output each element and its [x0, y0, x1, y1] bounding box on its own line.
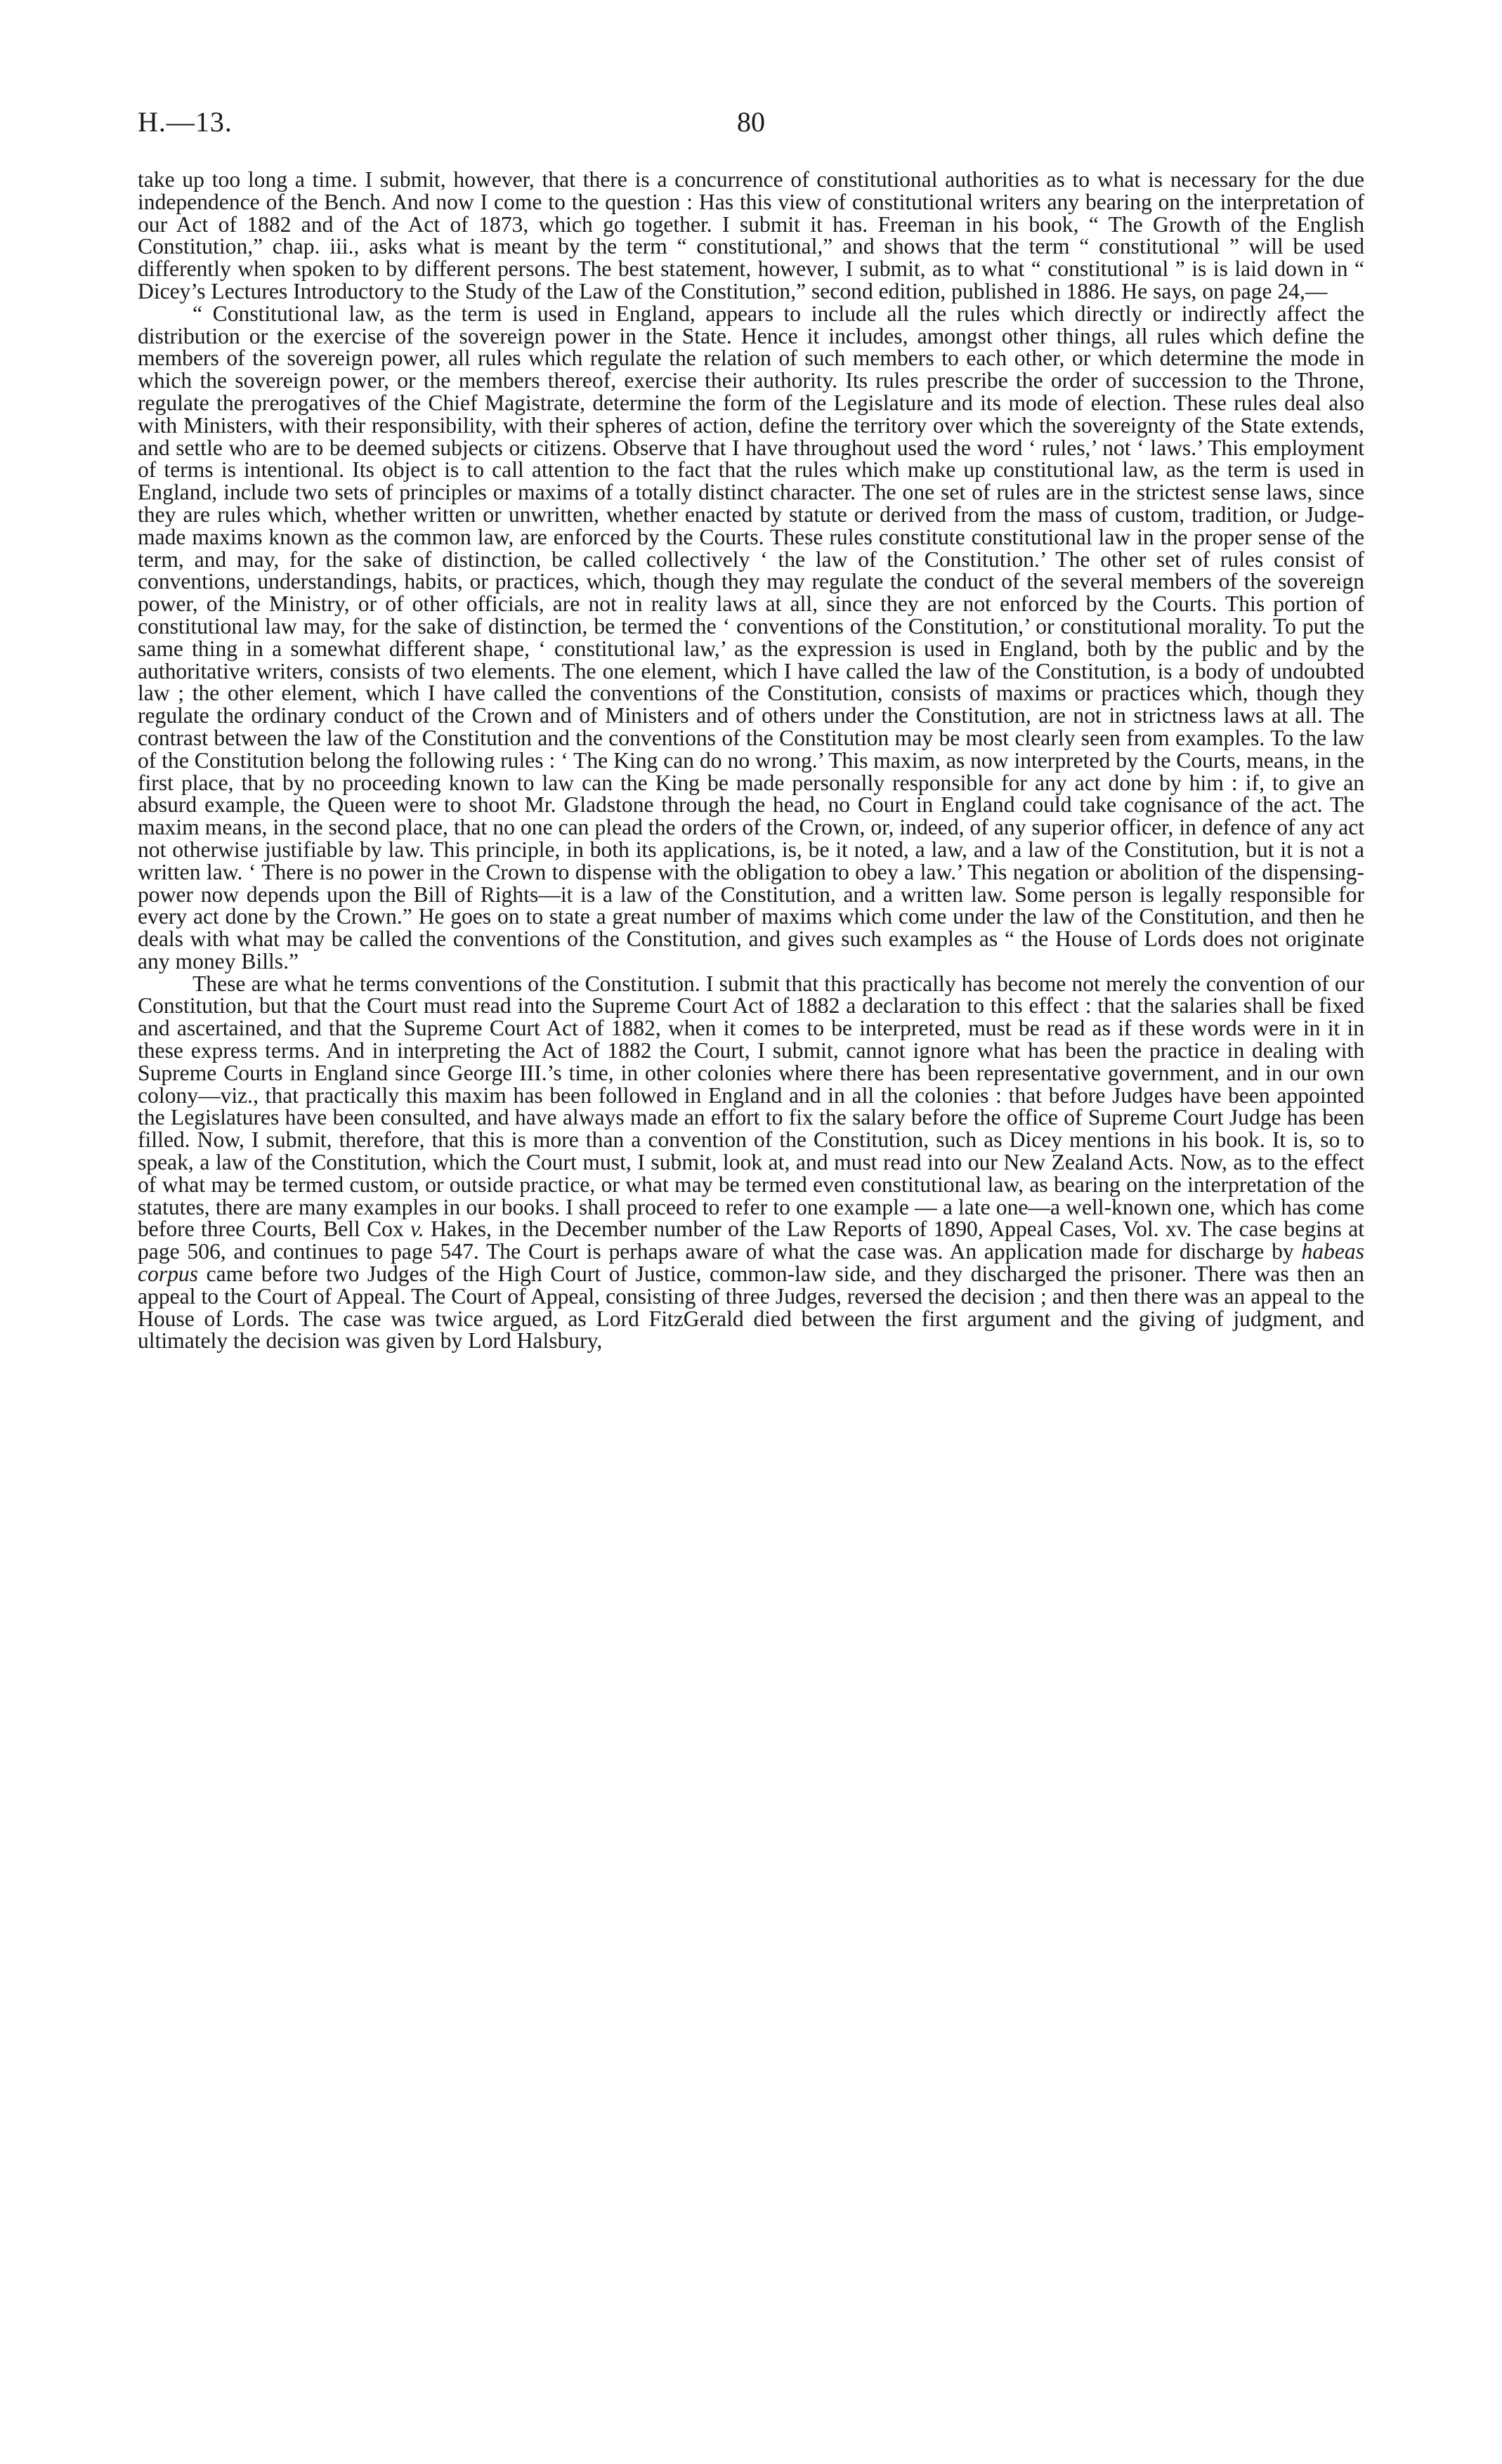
page-header — [138, 105, 1364, 148]
paragraph-dicey-quotation: “ Constitutional law, as the term is used in England, appears to include all the rules which directly or indirectly affect the distribution or the exercise of the sovereign power in the State. Hence it includes, amongst other things, all rules which define the members of the sovereign power, all rules which regulate the relation of such members to each other, or which determine the mode in which the sovereign power, or the members thereof, exercise their authority. Its rules prescribe the order of succession to the Throne, regulate the prerogatives of the Chief Magistrate, determine the form of the Legislature and its mode of election. These rules deal also with Ministers, with their responsibility, with their spheres of action, define the territory over which the sovereignty of the State extends, and settle who are to be deemed subjects or citizens. Observe that I have throughout used the word ‘ rules,’ not ‘ laws.’ This employment of terms is intentional. Its object is to call attention to the fact that the rules which make up constitutional law, as the term is used in England, include two sets of principles or maxims of a totally distinct character. The one set of rules are in the strictest sense laws, since they are rules which, whether written or unwritten, whether enacted by statute or derived from the mass of custom, tradition, or Judge-made maxims known as the common law, are enforced by the Courts. These rules constitute constitutional law in the proper sense of the term, and may, for the sake of distinction, be called collectively ‘ the law of the Constitution.’ The other set of rules consist of conventions, understandings, habits, or practices, which, though they may regulate the conduct of the several members of the sovereign power, of the Ministry, or of other officials, are not in reality laws at all, since they are not enforced by the Courts. This portion of constitutional law may, for the sake of distinction, be termed the ‘ conventions of the Constitution,’ or constitutional morality. To put the same thing in a somewhat different shape, ‘ constitutional law,’ as the expression is used in England, both by the public and by the authoritative writers, consists of two elements. The one element, which I have called the law of the Constitution, is a body of undoubted law ; the other element, which I have called the conventions of the Constitution, consists of maxims or practices which, though they regulate the ordinary conduct of the Crown and of Ministers and of others under the Constitution, are not in strictness laws at all. The contrast between the law of the Constitution and the conventions of the Constitution may be most clearly seen from examples. To the law of the Constitution belong the following rules : ‘ The King can do no wrong.’ This maxim, as now interpreted by the Courts, means, in the first place, that by no proceeding known to law can the King be made personally responsible for any act done by him : if, to give an absurd example, the Queen were to shoot Mr. Gladstone through the head, no Court in England could take cognisance of the act. The maxim means, in the second place, that no one can plead the orders of the Crown, or, indeed, of any superior officer, in defence of any act not otherwise justifiable by law. This principle, in both its applications, is, be it noted, a law, and a law of the Constitution, but it is not a written law. ‘ There is no power in the Crown to dispense with the obligation to obey a law.’ This negation or abolition of the dispensing-power now depends upon the Bill of Rights—it is a law of the Constitution, and a written law. Some person is legally responsible for every act done by the Crown.” He goes on to state a great number of maxims which come under the law of the Constitution, and then he deals with what may be called the conventions of the Constitution, and gives such examples as “ the House of Lords does not originate any money Bills.” — [138, 301, 1364, 974]
italic-versus: v. — [410, 1217, 424, 1242]
page-number: 80 — [737, 106, 765, 138]
document-reference: H.—13. — [138, 106, 233, 138]
body-text — [138, 169, 1364, 1352]
paragraph-opening: take up too long a time. I submit, however, that there is a concurrence of constitutional authorities as to what is necessary for the due independence of the Bench. And now I come to the question : Has this view of constitutional writers any bearing on the interpretation of our Act of 1882 and of the Act of 1873, which go together. I submit it has. Freeman in his book, “ The Growth of the English Constitution,” chap. iii., asks what is meant by the term “ constitutional,” and shows that the term “ constitutional ” will be used differently when spoken to by different persons. The best statement, however, I submit, as to what “ constitutional ” is is laid down in “ Dicey’s Lectures Introductory to the Study of the Law of the Constitution,” second edition, published in 1886. He says, on page 24,— — [138, 167, 1364, 303]
italic-habeas-corpus: habeas corpus — [138, 1239, 1364, 1287]
paragraph-argument-part-1: These are what he terms conventions of the Constitution. I submit that this practically has become not merely the convention of our Constitution, but that the Court must read into the Supreme Court Act of 1882 a declaration to this effect : that the salaries shall be fixed and ascertained, and that the Supreme Court Act of 1882, when it comes to be interpreted, must be read as if these words were in it in these express terms. And in interpreting the Act of 1882 the Court, I submit, cannot ignore what has been the practice in dealing with Supreme Courts in England since George III.’s time, in other colonies where there has been representative government, and in our own colony—viz., that practically this maxim has been followed in England and in all the colonies : that before Judges have been appointed the Legislatures have been consulted, and have always made an effort to fix the salary before the office of Supreme Court Judge has been filled. Now, I submit, therefore, that this is more than a convention of the Constitution, such as Dicey mentions in his book. It is, so to speak, a law of the Constitution, which the Court must, I submit, look at, and must read into our New Zealand Acts. Now, as to the effect of what may be termed custom, or outside practice, or what may be termed even constitutional law, as bearing on the interpretation of the statutes, there are many examples in our books. I shall proceed to refer to one example — a late one—a well-known one, which has come before three Courts, Bell Cox — [138, 971, 1364, 1242]
paragraph-argument — [138, 973, 1364, 1353]
paragraph-argument-part-2: Hakes, in the December number of the Law Reports of 1890, Appeal Cases, Vol. xv. The case begins at page 506, and continues to page 547. The Court is perhaps aware of what the case was. An application made for discharge by — [138, 1217, 1364, 1264]
paragraph-argument-part-3: came before two Judges of the High Court of Justice, common-law side, and they discharged the prisoner. There was then an appeal to the Court of Appeal. The Court of Appeal, consisting of three Judges, reversed the decision ; and then there was an appeal to the House of Lords. The case was twice argued, as Lord FitzGerald died between the first argument and the giving of judgment, and ultimately the decision was given by Lord Halsbury, — [138, 1262, 1364, 1354]
